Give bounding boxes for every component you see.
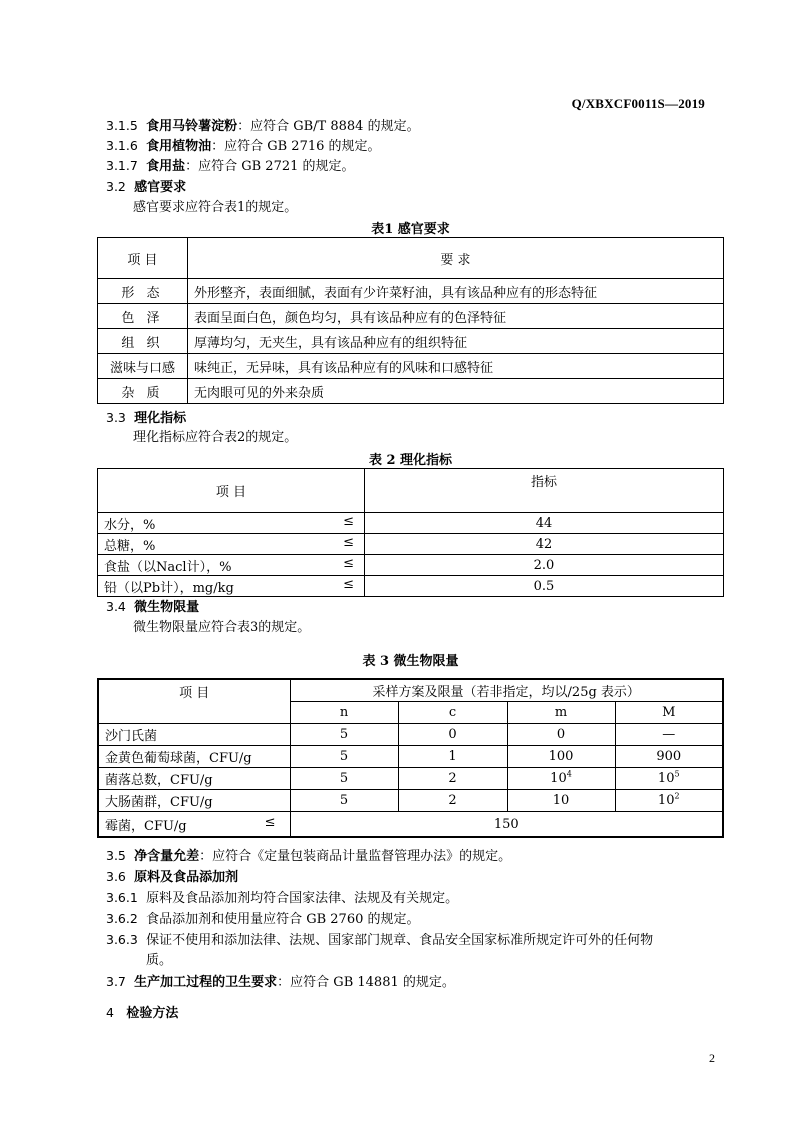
table3-head-plan: 采样方案及限量（若非指定，均以/25g 表示） <box>290 679 723 702</box>
clause-3-1-7: 3.1.7 食用盐：应符合 GB 2721 的规定。 <box>106 158 355 174</box>
table2-caption: 表 2 理化指标 <box>368 453 453 468</box>
section-3-4-heading: 3.4 微生物限量 <box>106 599 200 615</box>
table2-head-item: 项 目 <box>98 469 365 513</box>
document-code: Q/XBXCF0011S—2019 <box>571 96 705 111</box>
table-row: 组 织 厚薄均匀，无夹生，具有该品种应有的组织特征 <box>98 329 724 354</box>
section-3-2-text: 感官要求应符合表1的规定。 <box>133 200 298 215</box>
clause-3-6-1: 3.6.1 原料及食品添加剂均符合国家法律、法规及有关规定。 <box>106 890 459 906</box>
section-4-heading: 4 检验方法 <box>106 1005 179 1021</box>
table-row: 色 泽 表面呈面白色，颜色均匀，具有该品种应有的色泽特征 <box>98 304 724 329</box>
clause-3-6-3-continued: 质。 <box>146 953 173 968</box>
section-3-7: 3.7 生产加工过程的卫生要求：应符合 GB 14881 的规定。 <box>106 974 455 990</box>
clause-3-1-6: 3.1.6 食用植物油：应符合 GB 2716 的规定。 <box>106 138 381 154</box>
table-row: 水分，% ≤ 44 <box>98 513 724 534</box>
table3-subhead-m: m <box>507 702 615 724</box>
table1-caption: 表1 感官要求 <box>371 222 450 237</box>
table-row: 大肠菌群，CFU/g 5 2 10 $10^2$ <box>98 790 723 812</box>
table3-subhead-c: c <box>398 702 507 724</box>
table1-head-item: 项 目 <box>98 238 188 279</box>
table-row: 滋味与口感 味纯正，无异味，具有该品种应有的风味和口感特征 <box>98 354 724 379</box>
clause-3-6-3: 3.6.3 保证不使用和添加法律、法规、国家部门规章、食品安全国家标准所规定许可外的任何物 <box>106 932 654 948</box>
clause-3-6-2: 3.6.2 食品添加剂和使用量应符合 GB 2760 的规定。 <box>106 911 420 927</box>
section-3-3-text: 理化指标应符合表2的规定。 <box>133 430 298 445</box>
table1-head-req: 要 求 <box>188 238 724 279</box>
table-row: 形 态 外形整齐，表面细腻，表面有少许菜籽油，具有该品种应有的形态特征 <box>98 279 724 304</box>
section-3-2-heading: 3.2 感官要求 <box>106 179 187 195</box>
section-3-4-text: 微生物限量应符合表3的规定。 <box>133 620 311 635</box>
table3-subhead-M: M <box>615 702 723 724</box>
table3-subhead-n: n <box>290 702 398 724</box>
table-row: 菌落总数，CFU/g 5 2 $10^4$ $10^5$ <box>98 768 723 790</box>
table2-head-index: 指标 <box>365 469 724 513</box>
section-3-3-heading: 3.3 理化指标 <box>106 410 187 426</box>
table-row: 沙门氏菌 5 0 0 — <box>98 724 723 746</box>
table3-caption: 表 3 微生物限量 <box>362 654 459 669</box>
section-3-6-heading: 3.6 原料及食品添加剂 <box>106 869 239 885</box>
table-row: 总糖，% ≤ 42 <box>98 534 724 555</box>
table-row: 铅（以Pb计），mg/kg ≤ 0.5 <box>98 576 724 597</box>
table-row: 金黄色葡萄球菌，CFU/g 5 1 100 900 <box>98 746 723 768</box>
section-3-5: 3.5 净含量允差：应符合《定量包装商品计量监督管理办法》的规定。 <box>106 848 512 864</box>
table-microbial <box>97 678 724 838</box>
table-physicochemical <box>97 468 724 597</box>
table-row: 霉菌，CFU/g ≤ 150 <box>98 812 723 838</box>
page-number: 2 <box>709 1051 715 1065</box>
table-sensory <box>97 237 724 404</box>
table3-head-item: 项 目 <box>98 679 290 724</box>
table-row: 食盐（以Nacl计），% ≤ 2.0 <box>98 555 724 576</box>
table-row: 杂 质 无肉眼可见的外来杂质 <box>98 379 724 404</box>
clause-3-1-5: 3.1.5 食用马铃薯淀粉：应符合 GB/T 8884 的规定。 <box>106 118 420 134</box>
